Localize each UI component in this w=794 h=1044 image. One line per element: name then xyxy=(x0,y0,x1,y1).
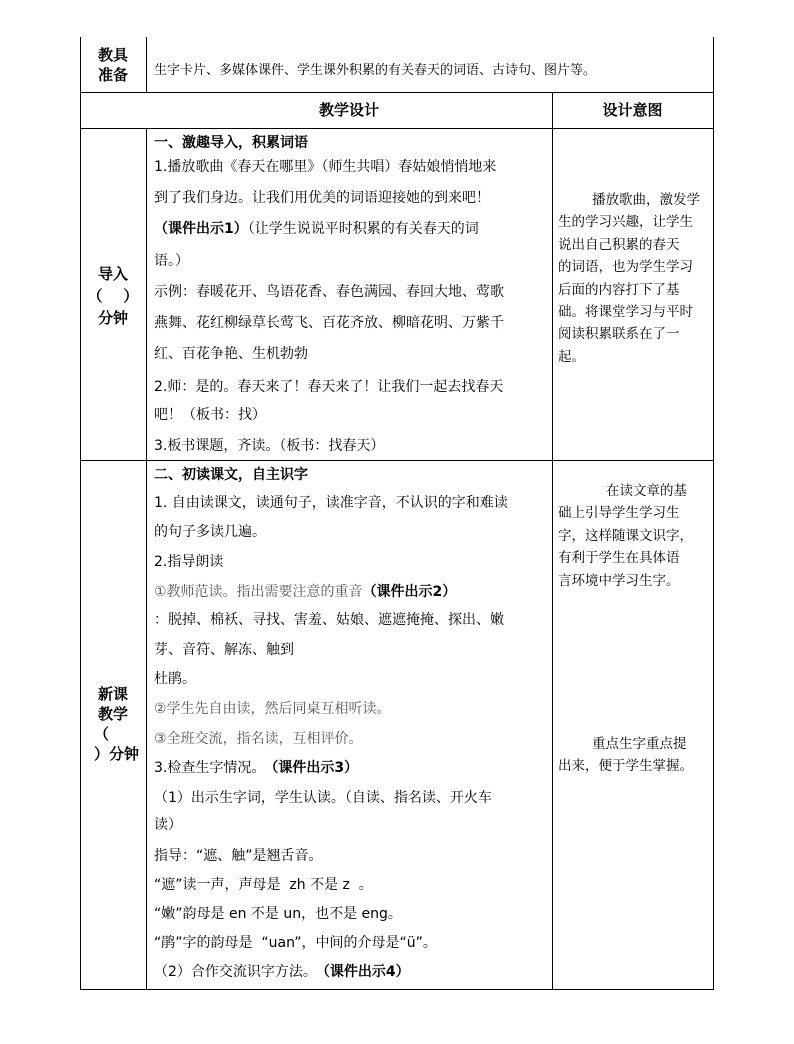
lesson-label-line: 教学 xyxy=(97,705,128,723)
lesson-line: “鹃”字的韵母是 “uan”，中间的介母是“ü”。 xyxy=(154,935,437,951)
intro-line: 到了我们身边。让我们用优美的词语迎接她的到来吧！ xyxy=(154,190,490,206)
intent-line: 字，这样随课文识字， xyxy=(558,527,693,544)
table-border-left xyxy=(80,37,81,989)
row-divider-intro xyxy=(80,460,714,461)
prep-content: 生字卡片、多媒体课件、学生课外积累的有关春天的词语、古诗句、图片等。 xyxy=(154,63,597,78)
courseware-tag: （课件出示1） xyxy=(154,221,248,237)
prep-label-line: 准备 xyxy=(97,66,128,84)
intro-line: 吧！（板书：找） xyxy=(154,407,266,423)
intro-line xyxy=(154,220,479,238)
lesson-line: 2.指导朗读 xyxy=(154,554,224,570)
lesson-line-text: （2）合作交流识字方法。 xyxy=(154,964,317,980)
intent-line: 在读文章的基 xyxy=(606,483,687,499)
intro-intent xyxy=(558,189,700,368)
intro-heading: 一、激趣导入，积累词语 xyxy=(154,135,308,151)
lesson-label-line: 新课 xyxy=(97,685,128,703)
intro-line: 3.板书课题，齐读。（板书：找春天） xyxy=(154,438,385,454)
intent-line: 的词语，也为学生学习 xyxy=(558,259,693,276)
intent-line: 起。 xyxy=(558,348,585,365)
intro-label-line: 导入 xyxy=(97,265,128,283)
intro-line: 燕舞、花红柳绿草长莺飞、百花齐放、柳暗花明、万紫千 xyxy=(154,315,504,331)
header-intent: 设计意图 xyxy=(602,101,663,119)
lesson-label-line: ）分钟 xyxy=(94,745,140,763)
lesson-line: 读） xyxy=(154,817,182,833)
intent-line: 播放歌曲，激发学 xyxy=(592,192,700,208)
intent-line: 重点生字重点提 xyxy=(592,736,687,752)
lesson-line: 指导：“遮、触”是翘舌音。 xyxy=(154,848,323,864)
lesson-line: “遮”读一声，声母是 zh 不是 z 。 xyxy=(154,877,373,893)
intro-line: 语。） xyxy=(154,253,189,269)
lesson-line-text: 3.检查生字情况。 xyxy=(154,760,266,776)
lesson-intent-1 xyxy=(558,480,693,592)
intent-line: 础上引导学生学习生 xyxy=(558,505,680,522)
lesson-line: 1. 自由读课文，读通句子，读准字音，不认识的字和难读 xyxy=(154,495,508,511)
intro-label-line: （ ） xyxy=(87,287,139,305)
intro-line: 2.师：是的。春天来了！春天来了！让我们一起去找春天 xyxy=(154,379,504,395)
courseware-tag: （课件出示2） xyxy=(362,584,457,600)
intro-line: 红、百花争艳、生机勃勃 xyxy=(154,346,308,362)
table-border-bottom xyxy=(80,989,714,990)
lesson-line: ：脱掉、棉袄、寻找、害羞、姑娘、遮遮掩掩、探出、嫩 xyxy=(154,612,504,628)
lesson-line: ③全班交流，指名读，互相评价。 xyxy=(154,731,363,747)
row-divider-prep xyxy=(80,92,714,93)
intent-line: 生的学习兴趣，让学生 xyxy=(558,214,693,231)
intro-line: 示例：春暖花开、鸟语花香、春色满园、春回大地、莺歌 xyxy=(154,284,504,300)
lesson-line xyxy=(154,583,456,601)
courseware-tag: （课件出示4） xyxy=(322,964,410,980)
intro-line: 1.播放歌曲《春天在哪里》（师生共唱）春姑娘悄悄地来 xyxy=(154,159,497,175)
lesson-label-line: （ xyxy=(94,725,110,743)
courseware-tag: （课件出示3） xyxy=(271,760,359,776)
table-border-right xyxy=(713,37,714,989)
intent-line: 出来，便于学生掌握。 xyxy=(558,758,693,775)
lesson-line: “嫩”韵母是 en 不是 un，也不是 eng。 xyxy=(154,906,402,922)
lesson-label xyxy=(80,684,146,764)
column-divider-intent xyxy=(552,92,553,989)
intro-label-line: 分钟 xyxy=(97,309,128,327)
column-divider-label xyxy=(146,128,147,989)
lesson-line: 的句子多读几遍。 xyxy=(154,524,266,540)
lesson-line xyxy=(154,963,410,981)
header-design: 教学设计 xyxy=(318,101,379,119)
intent-line: 说出自己积累的春天 xyxy=(558,236,680,253)
intro-line-text: （让学生说说平时积累的有关春天的词 xyxy=(247,221,479,237)
intent-line: 础。将课堂学习与平时 xyxy=(558,304,693,321)
intent-line: 后面的内容打下了基 xyxy=(558,281,680,298)
lesson-line: 芽、音符、解冻、触到 xyxy=(154,642,294,658)
intent-line: 有利于学生在具体语 xyxy=(558,550,680,567)
intro-label xyxy=(80,263,146,329)
prep-label-line: 教具 xyxy=(97,46,128,64)
lesson-line: 杜鹃。 xyxy=(154,671,196,687)
intent-line: 言环境中学习生字。 xyxy=(558,572,680,589)
lesson-heading: 二、初读课文，自主识字 xyxy=(154,467,308,483)
intent-line: 阅读积累联系在了一 xyxy=(558,326,680,343)
lesson-line: ②学生先自由读，然后同桌互相听读。 xyxy=(154,701,391,717)
prep-label xyxy=(80,45,146,85)
lesson-intent-2 xyxy=(558,733,693,778)
lesson-line xyxy=(154,759,358,777)
column-divider-label xyxy=(146,37,147,92)
row-divider-header xyxy=(80,128,714,129)
lesson-line: （1）出示生字词，学生认读。（自读、指名读、开火车 xyxy=(154,790,492,806)
lesson-line-text: ①教师范读。指出需要注意的重音 xyxy=(154,584,363,600)
